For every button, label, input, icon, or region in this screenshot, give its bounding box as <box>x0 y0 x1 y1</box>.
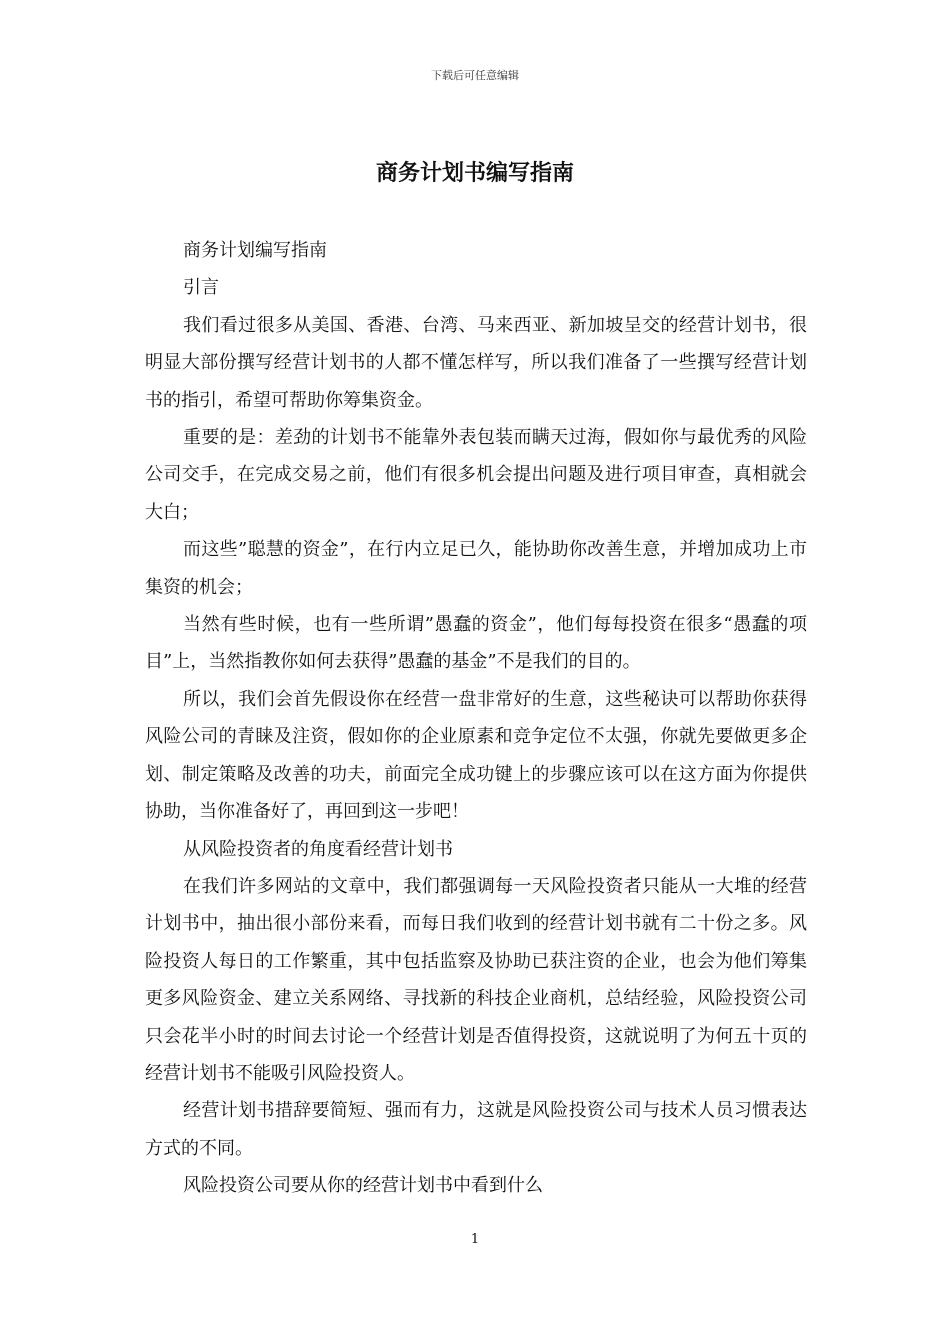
section-heading: 从风险投资者的角度看经营计划书 <box>183 838 453 860</box>
paragraph: 在我们许多网站的文章中，我们都强调每一天风险投资者只能从一大堆的经营计划书中，抽出很小部份来看，而每日我们收到的经营计划书就有二十份之多。风险投资人每日的工作繁重，其中包括监察及协助已获注资的企业，也会为他们筹集更多风险资金、建立关系网络、寻找新的科技企业商机，总结经验，风险投资公司只会花半小时的时间去讨论一个经营计划是否值得投资，这就说明了为何五十页的经营计划书不能吸引风险投资人。 <box>145 875 807 1084</box>
paragraph: 我们看过很多从美国、香港、台湾、马来西亚、新加坡呈交的经营计划书，很明显大部份撰写经营计划书的人都不懂怎样写，所以我们准备了一些撰写经营计划书的指引，希望可帮助你筹集资金。 <box>145 314 807 411</box>
paragraph: 商务计划编写指南 <box>183 240 327 261</box>
page-number: 1 <box>470 1232 480 1247</box>
paragraph: 经营计划书措辞要简短、强而有力，这就是风险投资公司与技术人员习惯表达方式的不同。 <box>145 1100 807 1159</box>
document-body <box>145 232 807 1205</box>
paragraph: 所以，我们会首先假设你在经营一盘非常好的生意，这些秘诀可以帮助你获得风险公司的青睐及注资，假如你的企业原素和竞争定位不太强，你就先要做更多企划、制定策略及改善的功夫，前面完全成功键上的步骤应该可以在这方面为你提供协助，当你准备好了，再回到这一步吧！ <box>145 688 807 823</box>
paragraph: 而这些”聪慧的资金”，在行内立足已久，能协助你改善生意，并增加成功上市集资的机会； <box>145 539 807 598</box>
paragraph: 引言 <box>183 277 219 299</box>
paragraph: 重要的是：差劲的计划书不能靠外表包装而瞒天过海，假如你与最优秀的风险公司交手，在完成交易之前，他们有很多机会提出问题及进行项目审查，真相就会大白； <box>145 427 807 523</box>
document-title: 商务计划书编写指南 <box>375 160 574 186</box>
header-note: 下载后可任意编辑 <box>431 69 519 82</box>
section-heading: 风险投资公司要从你的经营计划书中看到什么 <box>183 1175 543 1197</box>
paragraph: 当然有些时候，也有一些所谓”愚蠢的资金”，他们每每投资在很多“愚蠢的项目”上，当然指教你如何去获得”愚蠢的基金”不是我们的目的。 <box>145 614 807 673</box>
